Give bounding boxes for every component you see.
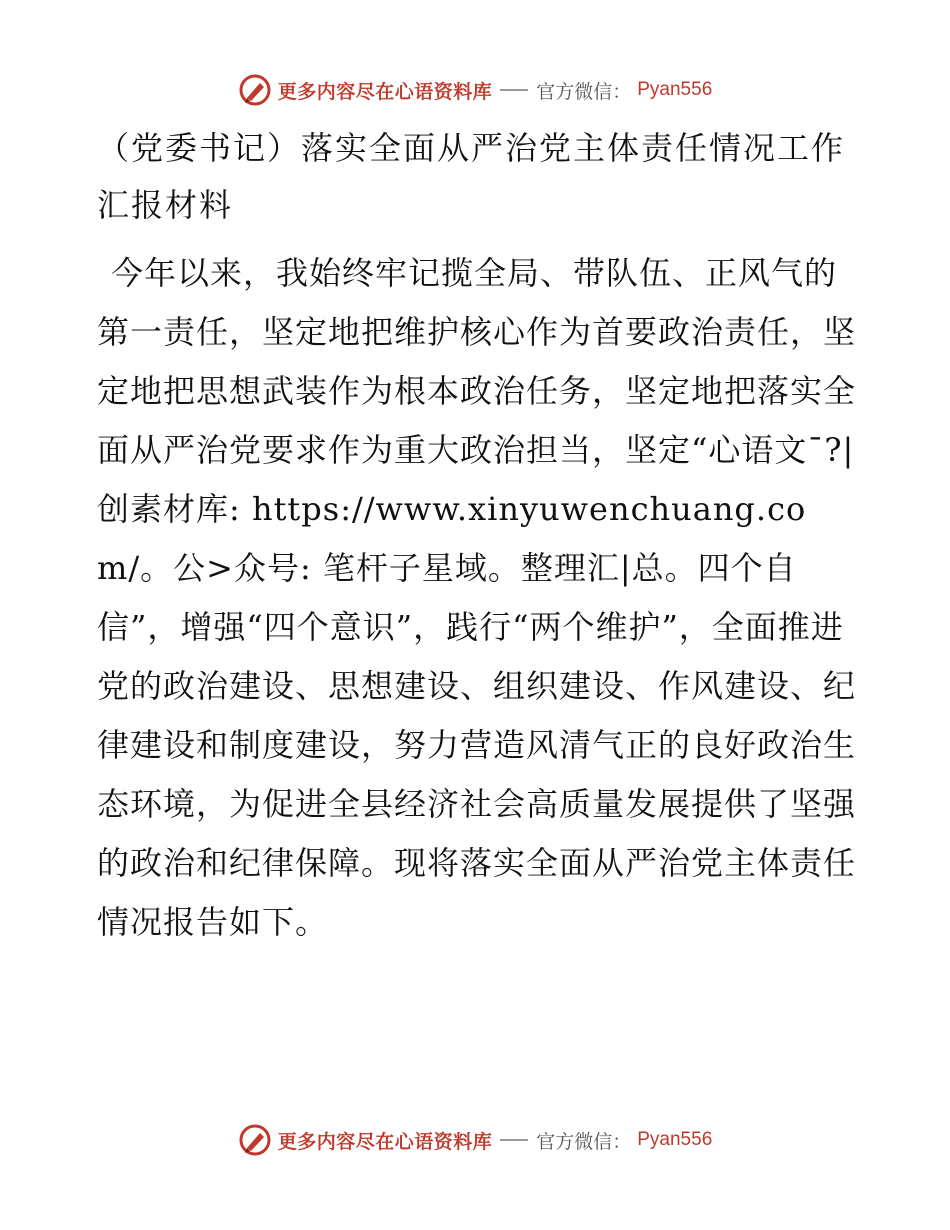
footer-brand-text: 更多内容尽在心语资料库 [277, 1130, 493, 1153]
document-paragraph: 今年以来，我始终牢记揽全局、带队伍、正风气的第一责任，坚定地把维护核心作为首要政治责任，坚定地把思想武装作为根本政治任务，坚定地把落实全面从严治党要求作为重大政治担当，坚定“心语文¯?|创素材库: https://www.xinyuwenchuang.com/。公>众号: 笔杆子星域。整理汇|总。四个自信”，增强“四个意识”，践行“两个维护”，全面推进党的政治建设、思想建设、组织建设、作风建设、纪律建设和制度建设，努力营造风清气正的良好政治生态环境，为促进全县经济社会高质量发展提供了坚强的政治和纪律保障。现将落实全面从严治党主体责任情况报告如下。 [97, 254, 857, 941]
banner-wechat-label: 官方微信： [536, 80, 632, 103]
pen-logo-icon [238, 73, 272, 107]
document-title: （党委书记）落实全面从严治党主体责任情况工作汇报材料 [97, 129, 846, 224]
document-body [97, 120, 857, 952]
footer-banner [0, 1120, 950, 1160]
footer-wechat-id: Pyan556 [637, 1129, 713, 1150]
header-banner [0, 70, 950, 110]
pen-logo-icon [238, 1123, 272, 1157]
footer-divider [500, 1139, 528, 1141]
banner-brand-text: 更多内容尽在心语资料库 [277, 80, 493, 103]
footer-wechat-label: 官方微信： [536, 1130, 632, 1153]
banner-wechat-id: Pyan556 [637, 79, 713, 100]
banner-divider [500, 89, 528, 91]
